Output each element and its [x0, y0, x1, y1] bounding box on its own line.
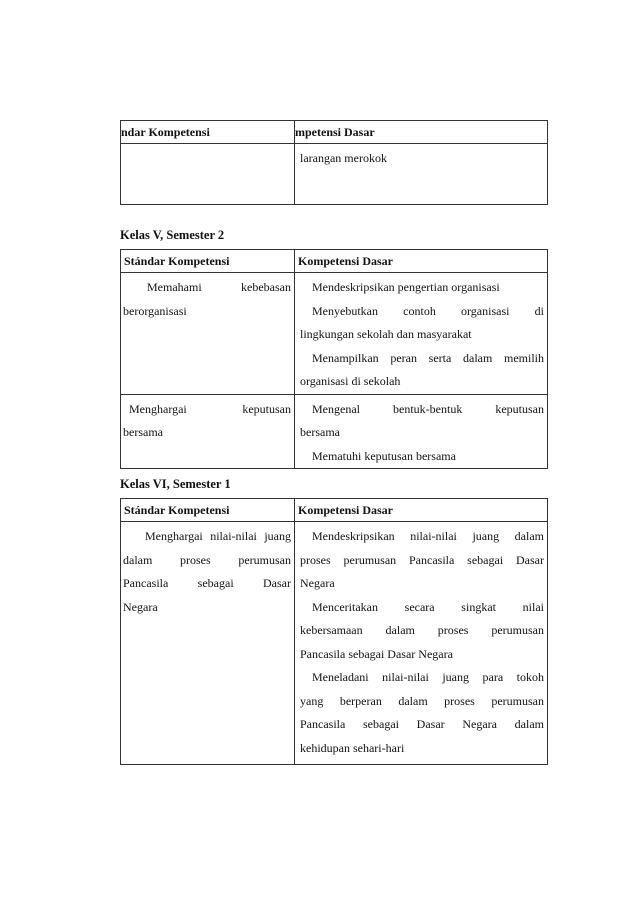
- section-heading: Kelas VI, Semester 1: [120, 477, 231, 491]
- header-standar-kompetensi: Stándar Kompetensi: [121, 499, 295, 522]
- cell-line: Negara: [300, 576, 335, 590]
- cell-line: Menampilkan peran serta dalam memilih: [312, 350, 544, 365]
- cell-line: proses perumusan Pancasila sebagai Dasar: [300, 552, 544, 567]
- kompetensi-cell: [295, 273, 548, 395]
- cell-line: Mendeskripsikan nilai-nilai juang dalam: [312, 529, 544, 543]
- standar-cell: [121, 522, 295, 765]
- cell-line: berorganisasi: [123, 303, 187, 318]
- kompetensi-cell: [295, 522, 548, 765]
- cell-line: Memahami kebebasan: [147, 280, 291, 294]
- cell-line: larangan merokok: [300, 151, 387, 165]
- header-kompetensi-dasar: Kompetensi Dasar: [295, 499, 548, 522]
- standar-cell: [121, 394, 295, 469]
- competency-table-kelas-vi: [120, 498, 548, 765]
- cell-line: organisasi di sekolah: [300, 374, 401, 388]
- cell-line: Meneladani nilai-nilai juang para tokoh: [312, 670, 544, 684]
- cell-line: bersama: [123, 425, 163, 439]
- cell-line: Pancasila sebagai Dasar: [123, 576, 291, 590]
- header-standar-kompetensi: ndar Kompetensi: [121, 121, 295, 144]
- continued-table: [120, 120, 548, 205]
- cell-line: Menghargai keputusan: [129, 401, 291, 416]
- cell-line: lingkungan sekolah dan masyarakat: [300, 327, 472, 341]
- standar-cell: [121, 273, 295, 395]
- continued-left-cell: [121, 144, 295, 205]
- kompetensi-cell: [295, 394, 548, 469]
- cell-line: Menyebutkan contoh organisasi di: [312, 303, 544, 318]
- cell-line: bersama: [300, 425, 340, 439]
- cell-line: Mematuhi keputusan bersama: [312, 448, 456, 463]
- cell-line: dalam proses perumusan: [123, 552, 291, 567]
- cell-line: Pancasila sebagai Dasar Negara dalam: [300, 717, 544, 731]
- cell-line: Menghargai nilai-nilai juang: [145, 529, 291, 543]
- competency-table-kelas-v: [120, 249, 548, 469]
- continued-right-cell: [295, 144, 548, 205]
- cell-line: yang berperan dalam proses perumusan: [300, 693, 544, 708]
- cell-line: Negara: [123, 599, 158, 614]
- section-heading: Kelas V, Semester 2: [120, 228, 225, 242]
- cell-line: Mengenal bentuk-bentuk keputusan: [312, 401, 544, 416]
- header-kompetensi-dasar: mpetensi Dasar: [295, 121, 548, 144]
- cell-line: kehidupan sehari-hari: [300, 740, 405, 755]
- header-kompetensi-dasar: Kompetensi Dasar: [295, 250, 548, 273]
- cell-line: Mendeskripsikan pengertian organisasi: [312, 280, 500, 294]
- cell-line: kebersamaan dalam proses perumusan: [300, 623, 544, 637]
- cell-line: Menceritakan secara singkat nilai: [312, 599, 544, 614]
- cell-line: Pancasila sebagai Dasar Negara: [300, 646, 453, 661]
- header-standar-kompetensi: Stándar Kompetensi: [121, 250, 295, 273]
